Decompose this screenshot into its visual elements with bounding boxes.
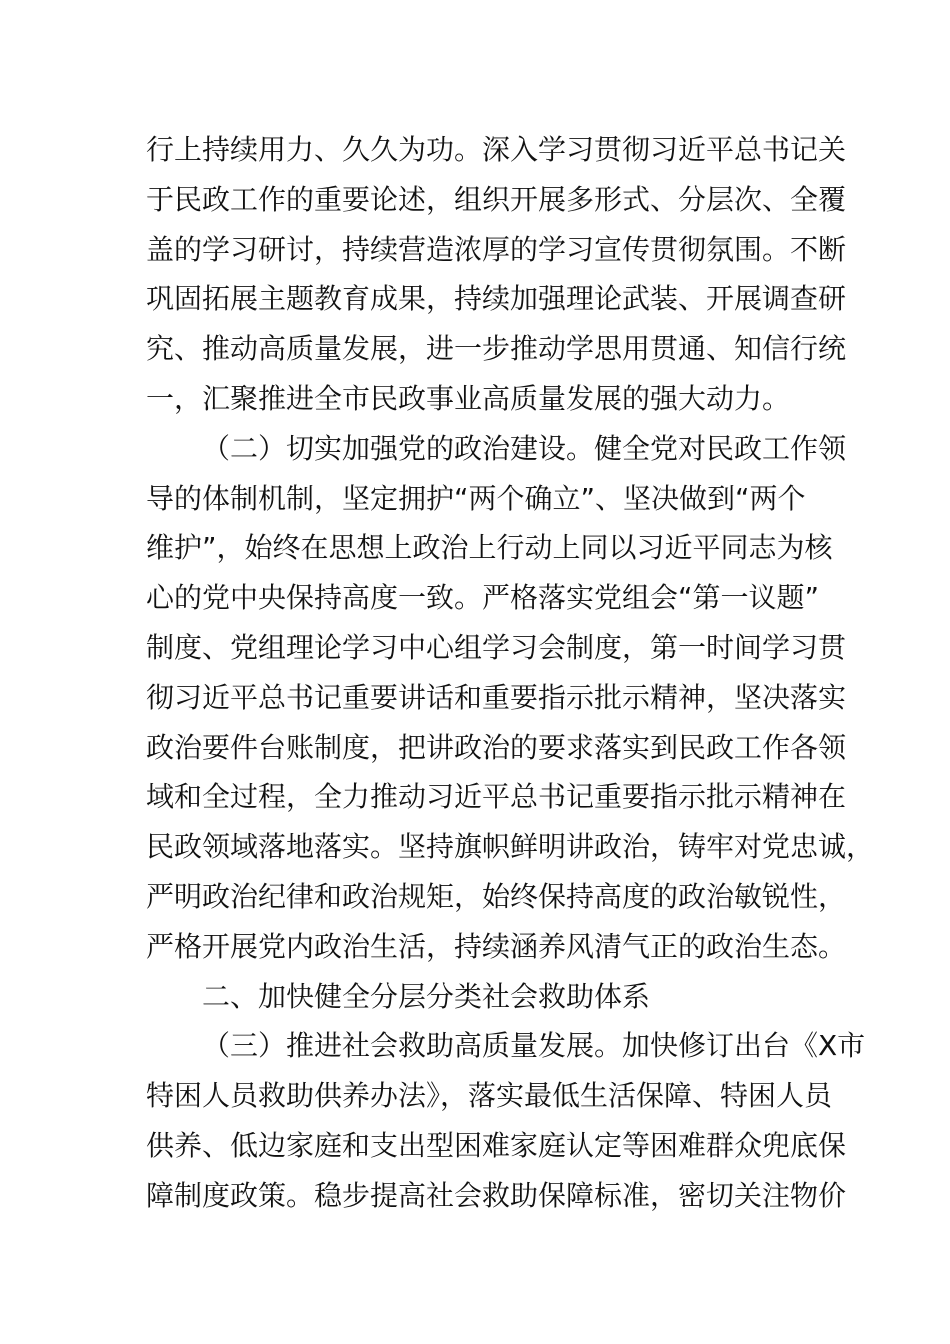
- text-line: 心的党中央保持高度一致。严格落实党组会“第一议题”: [146, 581, 820, 615]
- text-line: 行上持续用力、久久为功。深入学习贯彻习近平总书记关: [146, 133, 847, 166]
- text-line: 一，汇聚推进全市民政事业高质量发展的强大动力。: [146, 381, 791, 415]
- text-line: 彻习近平总书记重要讲话和重要指示批示精神，坚决落实: [146, 680, 847, 714]
- text-line: 特困人员救助供养办法》，落实最低生活保障、特困人员: [146, 1079, 833, 1113]
- text-line: 供养、低边家庭和支出型困难家庭认定等困难群众兜底保: [146, 1128, 847, 1162]
- text-line: 政治要件台账制度，把讲政治的要求落实到民政工作各领: [146, 730, 847, 764]
- text-line: 于民政工作的重要论述，组织开展多形式、分层次、全覆: [146, 182, 847, 216]
- text-line: 民政领域落地落实。坚持旗帜鲜明讲政治，铸牢对党忠诚，: [146, 830, 875, 864]
- paragraph-start-line: （三）推进社会救助高质量发展。加快修订出台《X市: [202, 1029, 866, 1063]
- text-line: 维护”，始终在思想上政治上行动上同以习近平同志为核: [146, 531, 833, 565]
- text-line: 严明政治纪律和政治规矩，始终保持高度的政治敏锐性，: [146, 879, 847, 913]
- text-line: 究、推动高质量发展，进一步推动学思用贯通、知信行统: [146, 332, 847, 366]
- text-line: 域和全过程，全力推动习近平总书记重要指示批示精神在: [146, 780, 847, 814]
- paragraph-start-line: （二）切实加强党的政治建设。健全党对民政工作领: [202, 431, 847, 465]
- section-heading: 二、加快健全分层分类社会救助体系: [202, 979, 651, 1013]
- document-body: [146, 125, 875, 1221]
- text-line: 巩固拓展主题教育成果，持续加强理论武装、开展调查研: [146, 282, 847, 316]
- text-line: 导的体制机制，坚定拥护“两个确立”、坚决做到“两个: [146, 481, 806, 515]
- text-line: 严格开展党内政治生活，持续涵养风清气正的政治生态。: [146, 929, 847, 963]
- text-line: 障制度政策。稳步提高社会救助保障标准，密切关注物价: [146, 1178, 847, 1212]
- text-line: 制度、党组理论学习中心组学习会制度，第一时间学习贯: [146, 630, 847, 664]
- text-line: 盖的学习研讨，持续营造浓厚的学习宣传贯彻氛围。不断: [146, 232, 847, 266]
